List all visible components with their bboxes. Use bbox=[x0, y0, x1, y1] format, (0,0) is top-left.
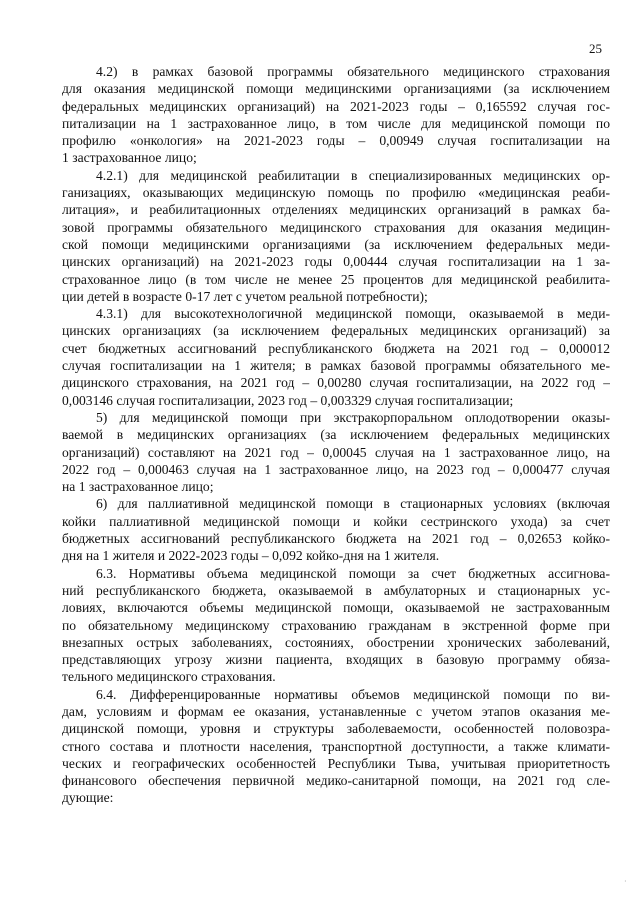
text-line: 4.3.1) для высокотехнологичной медицинской помощи, оказываемой в меди- bbox=[96, 306, 610, 322]
text-line: 4.2) в рамках базовой программы обязательного медицинского страхования bbox=[96, 64, 610, 79]
text-line: федеральных медицинских организаций) на 2021-2023 годы – 0,165592 случая гос- bbox=[62, 98, 610, 114]
text-line: 6) для паллиативной медицинской помощи в стационарных условиях (включая bbox=[96, 496, 610, 512]
text-line: дицинского страхования, на 2021 год – 0,00280 случая госпитализации, на 2022 год – bbox=[62, 375, 610, 391]
text-line: 4.2.1) для медицинской реабилитации в специализированных медицинских ор- bbox=[96, 167, 610, 183]
text-line: 6.3. Нормативы объема медицинской помощи за счет бюджетных ассигнова- bbox=[96, 565, 610, 581]
text-line: питализации на 1 застрахованное лицо, в том числе для медицинской помощи по bbox=[62, 115, 610, 131]
text-line: представляющих угрозу жизни пациента, входящих в базовую программу обяза- bbox=[62, 652, 610, 668]
text-line: цинских организаций) на 2021-2023 годы 0,00444 случая госпитализации на 1 за- bbox=[62, 254, 610, 270]
text-line: дующие: bbox=[62, 790, 114, 806]
document-body bbox=[62, 63, 610, 807]
text-line: для оказания медицинской помощи медицинскими организациями (за исключением bbox=[62, 81, 610, 97]
text-line: ний республиканского бюджета, оказываемой в амбулаторных и стационарных ус- bbox=[62, 582, 610, 598]
paragraph-4-2-1 bbox=[62, 167, 610, 305]
paragraph-6-3 bbox=[62, 565, 610, 686]
text-line: дам, условиям и формам ее оказания, устанавленные с учетом этапов оказания ме- bbox=[62, 703, 610, 719]
text-line: ганизациях, оказывающих медицинскую помощь по профилю «медицинская реаби- bbox=[62, 185, 610, 201]
page-number: 25 bbox=[589, 41, 602, 56]
text-line: литация», и реабилитационных отделениях медицинских организаций в рамках ба- bbox=[62, 202, 610, 218]
text-line: внезапных острых заболеваниях, состояниях, обострении хронических заболеваний, bbox=[62, 634, 610, 650]
text-line: финансового обеспечения первичной медико-санитарной помощи, на 2021 год сле- bbox=[62, 773, 610, 789]
text-line: ской помощи медицинскими организациями (за исключением федеральных меди- bbox=[62, 236, 610, 252]
text-line: 2022 год – 0,000463 случая на 1 застрахованное лицо, на 2023 год – 0,000477 случая bbox=[62, 461, 610, 477]
text-line: койки паллиативной медицинской помощи и койки сестринского ухода) за счет bbox=[62, 513, 610, 529]
text-line: по обязательному медицинскому страхованию гражданам в экстренной форме при bbox=[62, 617, 610, 633]
paragraph-4-3-1 bbox=[62, 305, 610, 409]
text-line: ческих и географических особенностей Республики Тыва, учитывая приоритетность bbox=[62, 755, 610, 771]
text-line: организаций) составляют на 2021 год – 0,00045 случая на 1 застрахованное лицо, на bbox=[62, 444, 610, 460]
text-line: 5) для медицинской помощи при экстракорпоральном оплодотворении оказы- bbox=[96, 409, 610, 425]
text-line: на 1 застрахованное лицо; bbox=[62, 479, 214, 495]
text-line: стного состава и плотности населения, транспортной доступности, а также климати- bbox=[62, 738, 610, 754]
text-line: тельного медицинского страхования. bbox=[62, 669, 276, 685]
paragraph-5 bbox=[62, 409, 610, 495]
paragraph-4-2 bbox=[62, 63, 610, 167]
text-line: 6.4. Дифференцированные нормативы объемов медицинской помощи по ви- bbox=[96, 686, 610, 702]
paragraph-6-4 bbox=[62, 686, 610, 807]
text-line: бюджетных ассигнований республиканского бюджета на 2021 год – 0,02653 койко- bbox=[62, 531, 610, 547]
text-line: зовой программы обязательного медицинского страхования для оказания медицин- bbox=[62, 219, 610, 235]
text-line: 1 застрахованное лицо; bbox=[62, 150, 197, 166]
text-line: страхованное лицо (в том числе не менее 25 процентов для медицинской реабилита- bbox=[62, 271, 610, 287]
text-line: ции детей в возрасте 0-17 лет с учетом реальной потребности); bbox=[62, 288, 428, 304]
text-line: дицинской помощи, уровня и структуры заболеваемости, особенностей половозра- bbox=[62, 721, 610, 737]
text-line: ваемой в медицинских организациях (за исключением федеральных медицинских bbox=[62, 427, 610, 443]
text-line: ловиях, включаются объемы медицинской помощи, оказываемой не застрахованным bbox=[62, 600, 610, 616]
text-line: 0,003146 случая госпитализации, 2023 год – 0,003329 случая госпитализации; bbox=[62, 392, 514, 408]
text-line: цинских организациях (за исключением федеральных медицинских организаций) за bbox=[62, 323, 610, 339]
text-line: счет бюджетных ассигнований республиканского бюджета на 2021 год – 0,000012 bbox=[62, 340, 610, 356]
text-line: профилю «онкология» на 2021-2023 годы – 0,00949 случая госпитализации на bbox=[62, 133, 610, 149]
text-line: дня на 1 жителя и 2022-2023 годы – 0,092 койко-дня на 1 жителя. bbox=[62, 548, 440, 564]
scan-artifact: · bbox=[624, 877, 627, 886]
text-line: случая госпитализации на 1 жителя; в рамках базовой программы обязательного ме- bbox=[62, 358, 610, 374]
paragraph-6 bbox=[62, 495, 610, 564]
